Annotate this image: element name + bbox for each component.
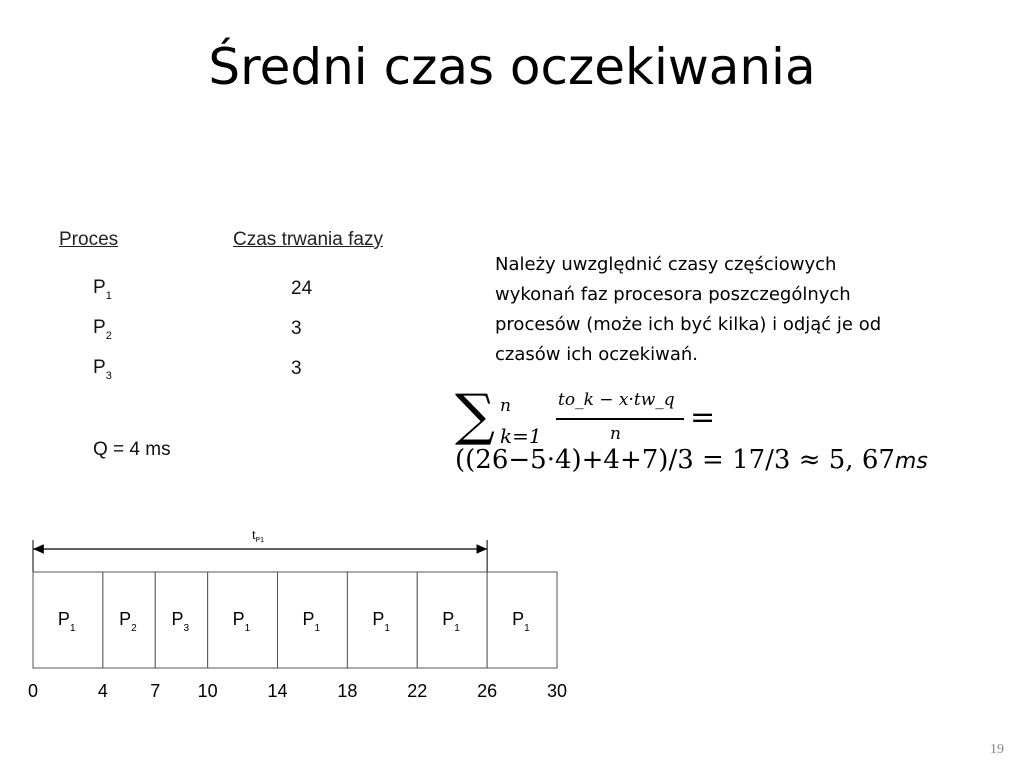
- span-label: $t_{P1}$: [252, 528, 264, 544]
- page-number: 19: [990, 742, 1004, 757]
- table-row-duration: 3: [291, 358, 302, 379]
- explanation-text: Należy uwzględnić czasy częściowych wykonań faz procesora poszczególnych procesów (może ich być kilka) i odjąć je od czasów ich oczekiwań.: [495, 254, 882, 365]
- gantt-block-label: $P_1$: [442, 609, 460, 634]
- gantt-block-label: $P_2$: [119, 609, 137, 634]
- gantt-tick-label: 7: [150, 681, 161, 701]
- gantt-block-label: $P_1$: [232, 609, 251, 634]
- gantt-tick-label: 30: [546, 681, 568, 701]
- sum-symbol: ∑: [455, 383, 495, 448]
- gantt-tick-label: 4: [97, 681, 108, 701]
- quantum-label: Q = 4 ms: [93, 439, 171, 460]
- table-row-duration: 24: [291, 278, 313, 299]
- gantt-block-label: $P_1$: [372, 609, 390, 634]
- sum-upper-limit: n: [500, 396, 511, 416]
- table-row-process: $P_1$: [93, 277, 112, 302]
- equals-sign: =: [690, 400, 716, 435]
- table-row-process: $P_3$: [93, 357, 112, 382]
- slide-title: Średni czas oczekiwania: [208, 38, 816, 96]
- table-row-duration: 3: [291, 318, 302, 339]
- gantt-tick-label: 26: [477, 681, 498, 701]
- table-row-process: $P_2$: [93, 317, 112, 342]
- duration-header: Czas trwania fazy: [233, 229, 383, 250]
- fraction-numerator: to_k − x·tw_q: [558, 390, 675, 410]
- gantt-block-label: $P_1$: [302, 609, 321, 634]
- fraction-denominator: n: [610, 424, 621, 444]
- gantt-block-label: $P_1$: [512, 609, 530, 634]
- gantt-tick-label: 0: [27, 681, 39, 701]
- process-header: Proces: [59, 229, 119, 250]
- formula-result: ((26−5·4)+4+7)/3 = 17/3 ≈ 5, 67ms: [455, 445, 928, 475]
- gantt-tick-label: 10: [197, 681, 218, 701]
- gantt-block-label: $P_3$: [171, 609, 190, 634]
- gantt-tick-label: 18: [337, 681, 358, 701]
- gantt-block-label: $P_1$: [57, 609, 76, 634]
- sum-lower-limit: k=1: [500, 424, 542, 448]
- gantt-tick-label: 14: [267, 681, 288, 701]
- gantt-tick-label: 22: [407, 681, 428, 701]
